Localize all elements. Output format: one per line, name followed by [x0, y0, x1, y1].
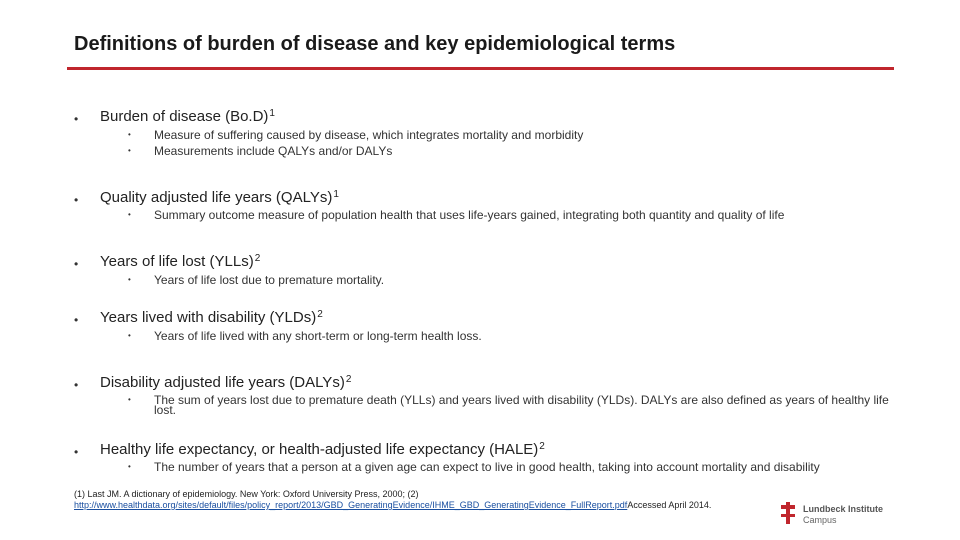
bullet: •	[74, 193, 79, 207]
term-yll: Years of life lost (YLLs)$^2$	[100, 253, 261, 270]
logo-text: Lundbeck Institute	[803, 504, 884, 514]
term-daly: Disability adjusted life years (DALYs)$^2$	[100, 374, 352, 391]
reference-accessed: Accessed April 2014.	[627, 500, 712, 510]
sub-bullet: •	[128, 210, 131, 219]
bullet: •	[74, 313, 79, 327]
logo-icon	[779, 502, 799, 526]
reference-mark: 2	[317, 309, 323, 320]
title-underline	[67, 67, 894, 70]
references	[74, 489, 774, 511]
term-hale: Healthy life expectancy, or health-adjusted life expectancy (HALE)$^2$	[100, 441, 545, 458]
definition-text: The number of years that a person at a given age can expect to live in good health, taking into account mortality and disability	[154, 460, 820, 474]
definition-text: Summary outcome measure of population health that uses life-years gained, integrating both quantity and quality of life	[154, 208, 785, 222]
bullet: •	[74, 378, 79, 392]
lundbeck-logo	[779, 502, 909, 528]
reference-text: (1) Last JM. A dictionary of epidemiology. New York: Oxford University Press, 2000; (2)	[74, 489, 419, 499]
reference-mark: 2	[254, 253, 261, 264]
logo-subtext: Campus	[803, 515, 837, 525]
term-bod: Burden of disease $(Bo.D)^1$	[100, 108, 275, 125]
sub-bullet: •	[128, 146, 131, 155]
reference-mark: 1	[269, 108, 275, 119]
sub-bullet: •	[128, 130, 131, 139]
bullet: •	[74, 445, 79, 459]
reference-mark: 2	[539, 441, 545, 452]
sub-bullet: •	[128, 275, 131, 284]
definition-text: The sum of years lost due to premature death (YLLs) and years lived with disability (YLDs). DALYs are also defined as years of healthy life lost.	[154, 393, 889, 417]
reference-mark: 1	[333, 189, 339, 200]
definition-text: Years of life lived with any short-term or long-term health loss.	[154, 329, 482, 343]
definition-text: Years of life lost due to premature mortality.	[154, 273, 385, 287]
reference-mark: 2	[345, 374, 352, 385]
sub-bullet: •	[128, 462, 131, 471]
definition-text: Measure of suffering caused by disease, which integrates mortality and morbidity	[154, 128, 584, 142]
bullet: •	[74, 112, 79, 126]
bullet: •	[74, 257, 79, 271]
definition-text: Measurements include QALYs and/or DALYs	[154, 144, 393, 158]
sub-bullet: •	[128, 395, 131, 404]
term-qaly: Quality adjusted life years (QALYs)$^1$	[100, 189, 339, 206]
page-title: Definitions of burden of disease and key epidemiological terms	[74, 33, 676, 55]
reference-link[interactable]: http://www.healthdata.org/sites/default/files/policy_report/2013/GBD_GeneratingEvidence/IHME_GBD_GeneratingEvidence_FullReport.pdf	[74, 500, 628, 510]
term-yld: Years lived with disability (YLDs)$^2$	[100, 309, 323, 326]
sub-bullet: •	[128, 331, 131, 340]
